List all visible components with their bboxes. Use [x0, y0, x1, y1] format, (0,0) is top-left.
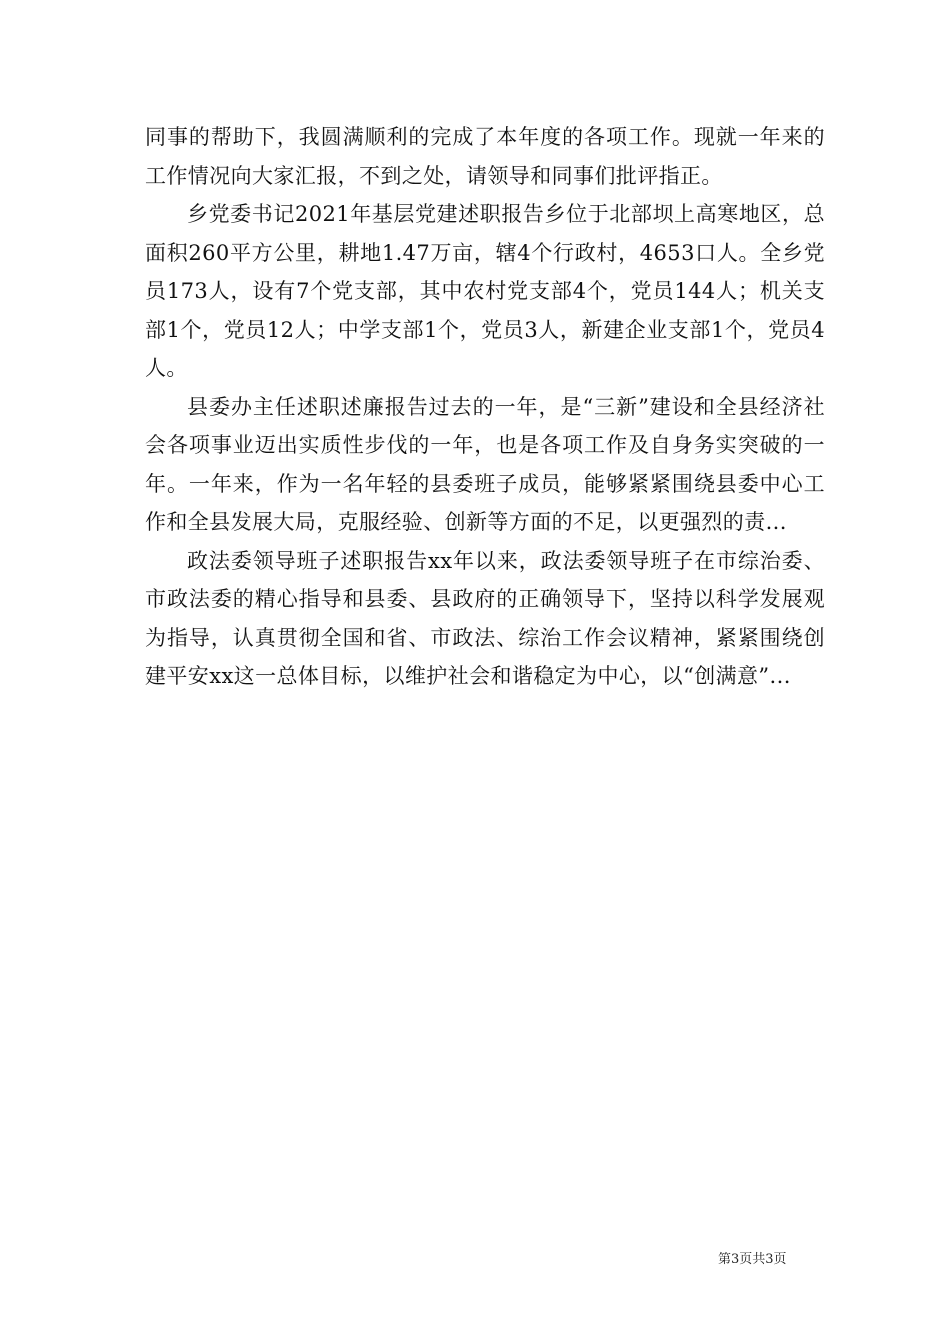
paragraph-township-party-report: 乡党委书记2021年基层党建述职报告乡位于北部坝上高寒地区，总面积260平方公里，耕地1.47万亩，辖4个行政村，4653口人。全乡党员173人，设有7个党支部，其中农村党支部4个，党员144人；机关支部1个，党员12人；中学支部1个，党员3人，新建企业支部1个，党员4人。 [145, 202, 825, 380]
page-number-footer: 第3页共3页 [718, 1252, 787, 1267]
paragraph-continuation: 同事的帮助下，我圆满顺利的完成了本年度的各项工作。现就一年来的工作情况向大家汇报，不到之处，请领导和同事们批评指正。 [145, 125, 825, 188]
document-body [145, 118, 825, 696]
paragraph-political-legal-report: 政法委领导班子述职报告xx年以来，政法委领导班子在市综治委、市政法委的精心指导和县委、县政府的正确领导下，坚持以科学发展观为指导，认真贯彻全国和省、市政法、综治工作会议精神，紧紧围绕创建平安xx这一总体目标，以维护社会和谐稳定为中心，以“创满意”... [145, 548, 825, 688]
paragraph-county-office-report: 县委办主任述职述廉报告过去的一年，是“三新”建设和全县经济社会各项事业迈出实质性步伐的一年，也是各项工作及自身务实突破的一年。一年来，作为一名年轻的县委班子成员，能够紧紧围绕县委中心工作和全县发展大局，克服经验、创新等方面的不足，以更强烈的责... [145, 394, 825, 534]
